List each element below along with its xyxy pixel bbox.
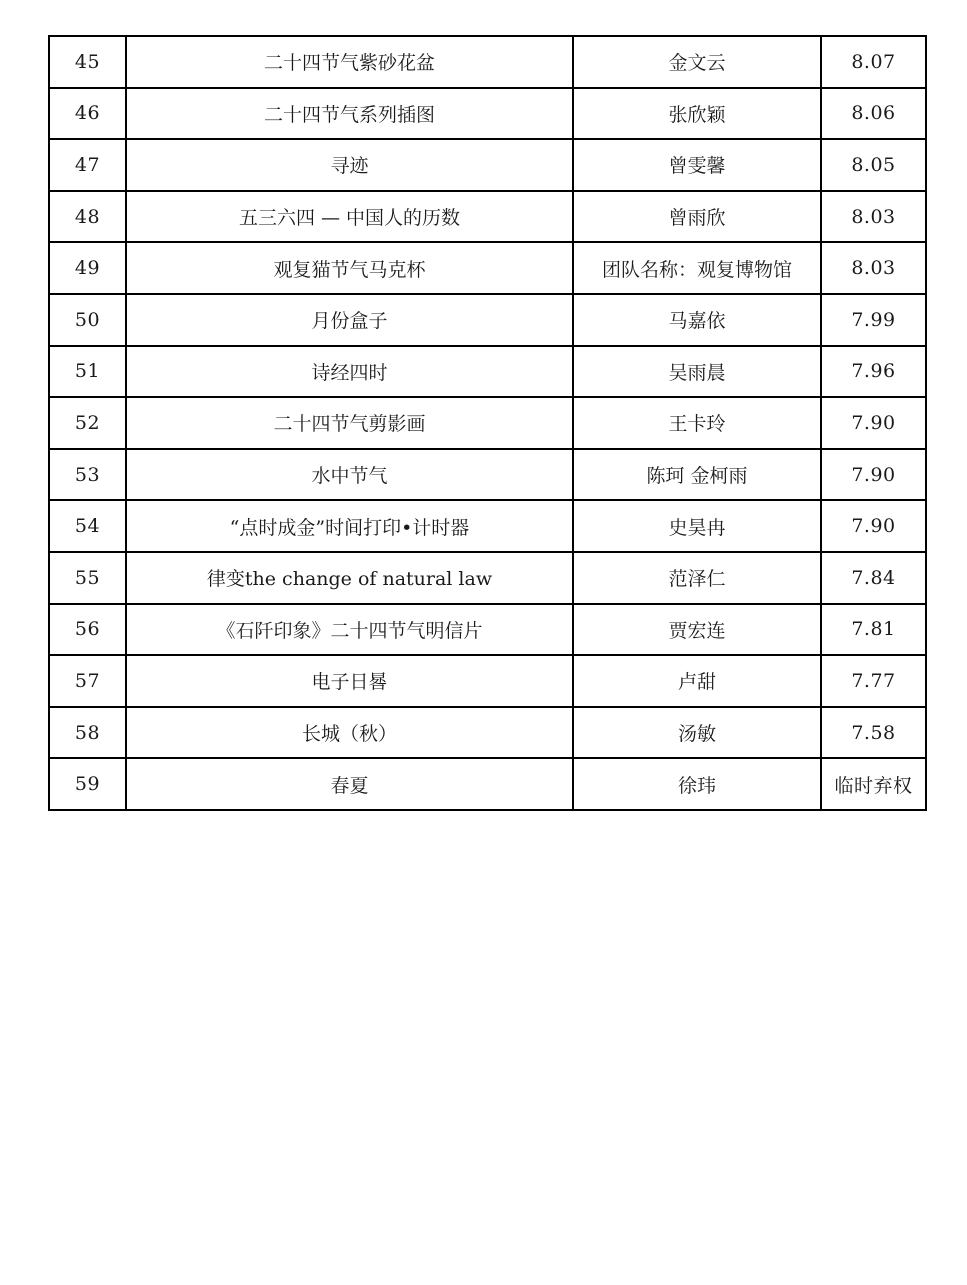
row-number: 56: [49, 604, 126, 656]
author-name: 王卡玲: [573, 397, 821, 449]
table-row: [49, 552, 926, 604]
row-number: 51: [49, 346, 126, 398]
score-value: 8.07: [821, 36, 926, 88]
author-name: 徐玮: [573, 758, 821, 810]
table-row: [49, 139, 926, 191]
work-title: 水中节气: [126, 449, 573, 501]
score-value: 7.99: [821, 294, 926, 346]
author-name: 陈珂 金柯雨: [573, 449, 821, 501]
score-value: 7.84: [821, 552, 926, 604]
table-row: [49, 242, 926, 294]
author-name: 金文云: [573, 36, 821, 88]
table-row: [49, 655, 926, 707]
row-number: 48: [49, 191, 126, 243]
author-name: 汤敏: [573, 707, 821, 759]
score-value: 7.90: [821, 397, 926, 449]
table-row: [49, 294, 926, 346]
author-name: 曾雯馨: [573, 139, 821, 191]
work-title: 春夏: [126, 758, 573, 810]
results-table: [48, 35, 927, 811]
row-number: 45: [49, 36, 126, 88]
table-row: [49, 500, 926, 552]
work-title: 月份盒子: [126, 294, 573, 346]
table-row: [49, 449, 926, 501]
work-title: 《石阡印象》二十四节气明信片: [126, 604, 573, 656]
score-value: 7.96: [821, 346, 926, 398]
score-value: 8.06: [821, 88, 926, 140]
work-title: 二十四节气剪影画: [126, 397, 573, 449]
work-title: 诗经四时: [126, 346, 573, 398]
row-number: 55: [49, 552, 126, 604]
row-number: 58: [49, 707, 126, 759]
row-number: 59: [49, 758, 126, 810]
work-title: 电子日晷: [126, 655, 573, 707]
row-number: 50: [49, 294, 126, 346]
work-title: 二十四节气系列插图: [126, 88, 573, 140]
work-title: 律变the change of natural law: [126, 552, 573, 604]
work-title: 二十四节气紫砂花盆: [126, 36, 573, 88]
author-name: 贾宏连: [573, 604, 821, 656]
author-name: 范泽仁: [573, 552, 821, 604]
author-name: 马嘉依: [573, 294, 821, 346]
author-name: 吴雨晨: [573, 346, 821, 398]
work-title: 观复猫节气马克杯: [126, 242, 573, 294]
row-number: 54: [49, 500, 126, 552]
score-value: 7.81: [821, 604, 926, 656]
score-value: 8.03: [821, 191, 926, 243]
score-value: 7.90: [821, 500, 926, 552]
score-value: 7.58: [821, 707, 926, 759]
author-name: 曾雨欣: [573, 191, 821, 243]
score-value: 8.05: [821, 139, 926, 191]
work-title: 五三六四 — 中国人的历数: [126, 191, 573, 243]
work-title: 寻迹: [126, 139, 573, 191]
author-name: 卢甜: [573, 655, 821, 707]
score-value: 8.03: [821, 242, 926, 294]
table-row: [49, 604, 926, 656]
table-row: [49, 88, 926, 140]
work-title: “点时成金”时间打印•计时器: [126, 500, 573, 552]
row-number: 57: [49, 655, 126, 707]
table-row: [49, 36, 926, 88]
score-value: 7.77: [821, 655, 926, 707]
row-number: 47: [49, 139, 126, 191]
table-row: [49, 346, 926, 398]
table-row: [49, 397, 926, 449]
work-title: 长城（秋）: [126, 707, 573, 759]
score-value: 7.90: [821, 449, 926, 501]
row-number: 46: [49, 88, 126, 140]
table-row: [49, 191, 926, 243]
row-number: 53: [49, 449, 126, 501]
row-number: 52: [49, 397, 126, 449]
author-name: 张欣颖: [573, 88, 821, 140]
author-name: 史昊冉: [573, 500, 821, 552]
score-value: 临时弃权: [821, 758, 926, 810]
author-name: 团队名称：观复博物馆: [573, 242, 821, 294]
row-number: 49: [49, 242, 126, 294]
table-row: [49, 758, 926, 810]
table-row: [49, 707, 926, 759]
